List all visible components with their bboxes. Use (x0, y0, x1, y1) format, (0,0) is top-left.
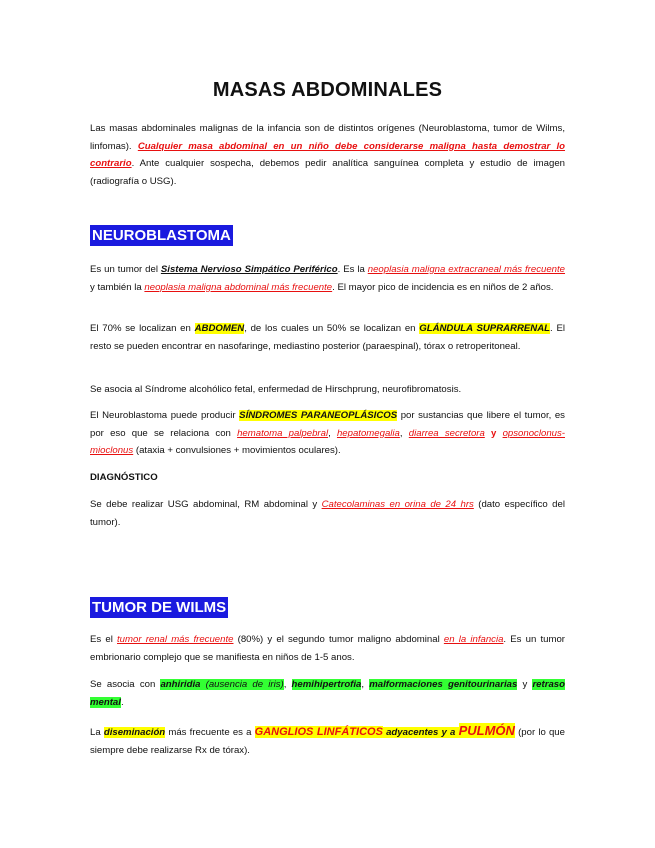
text: . El resto se pueden encontrar en nasofaringe, mediastino posterior (paraespinal), tórax o retroperitoneal. (90, 323, 565, 352)
emph-diarrea: diarrea secretora (408, 427, 485, 439)
text: y (484, 427, 503, 439)
glandula-highlight: GLÁNDULA SUPRARRENAL (419, 323, 551, 334)
emph-abdominal: neoplasia maligna abdominal más frecuente (144, 281, 333, 293)
diseminacion-highlight: diseminación (103, 727, 166, 738)
text: (80%) y el segundo tumor maligno abdominal (233, 634, 444, 645)
intro-paragraph (90, 120, 565, 190)
neuro-paragraph-2 (90, 320, 565, 355)
text: por sustancias que libere el tumor, es por eso que se relaciona con (90, 410, 565, 439)
emph-hepatomegalia: hepatomegalia (336, 427, 400, 439)
text: y también la (90, 281, 145, 293)
emph-opsonoclonus: opsonoclonus-mioclonus (90, 427, 565, 456)
retraso-highlight: retraso mental (90, 679, 565, 708)
text: y (517, 679, 533, 690)
sindromes-highlight: SÍNDROMES PARANEOPLÁSICOS (239, 410, 398, 421)
text: El Neuroblastoma puede producir (90, 410, 240, 421)
wilms-paragraph-3 (90, 722, 565, 759)
neuroblastoma-heading: NEUROBLASTOMA (92, 227, 231, 244)
neuro-paragraph-4 (90, 407, 565, 460)
emph-infancia: en la infancia (443, 634, 504, 645)
anhiridia-highlight: anhiridia (160, 679, 201, 690)
text: . El mayor pico de incidencia es en niños de 2 años. (332, 281, 554, 293)
text: Se asocia con (90, 679, 161, 690)
neuro-paragraph-1 (90, 261, 565, 296)
text: (ataxia + convulsiones + movimientos oculares). (133, 445, 341, 456)
intro-text: Las masas abdominales malignas de la infancia son de distintos orígenes (Neuroblastoma, tumor de Wilms, linfomas). (90, 123, 565, 152)
text: , (361, 679, 370, 690)
wilms-paragraph-2 (90, 676, 565, 711)
emph-hematoma: hematoma palpebral (237, 427, 329, 439)
text: más frecuente es a (165, 727, 255, 738)
diagnostico-heading: DIAGNÓSTICO (90, 472, 158, 483)
text: (dato específico del tumor). (90, 499, 565, 528)
malformaciones-highlight: malformaciones genitourinarias (369, 679, 518, 690)
text: La (90, 727, 104, 738)
iris-highlight: (ausencia de iris) (200, 679, 284, 690)
wilms-paragraph-1 (90, 631, 565, 666)
neuro-paragraph-3: Se asocia al Síndrome alcohólico fetal, enfermedad de Hirschprung, neurofibromatosis. (90, 384, 462, 395)
emph-catecolaminas: Catecolaminas en orina de 24 hrs (321, 499, 474, 510)
ganglios-highlight: GANGLIOS LINFÁTICOS (254, 726, 383, 738)
pulmon-highlight: PULMÓN (458, 723, 515, 738)
adyacentes-highlight: adyacentes y a (382, 727, 459, 738)
emph-tumor-renal: tumor renal más frecuente (117, 634, 234, 645)
page-title: MASAS ABDOMINALES (212, 79, 443, 101)
text: Se debe realizar USG abdominal, RM abdominal y (90, 499, 322, 510)
wilms-heading: TUMOR DE WILMS (92, 599, 227, 616)
text: . Es un tumor embrionario complejo que se manifiesta en niños de 1-5 anos. (90, 634, 565, 663)
text: (por lo que siempre debe realizarse Rx de tórax). (90, 727, 565, 756)
diagnostico-paragraph (90, 496, 565, 531)
text: El 70% se localizan en (90, 323, 195, 334)
text: . (120, 696, 124, 708)
text: , de los cuales un 50% se localizan en (244, 323, 420, 334)
intro-text-end: . Ante cualquier sospecha, debemos pedir analítica sanguínea completa y estudio de imagen (radiografía o USG). (90, 158, 565, 187)
text: , (399, 427, 409, 439)
snp-term: Sistema Nervioso Simpático Periférico (160, 264, 338, 275)
text: , (328, 427, 337, 439)
abdomen-highlight: ABDOMEN (194, 323, 245, 334)
text: . Es la (337, 264, 368, 275)
text: , (283, 679, 292, 690)
emph-extracraneal: neoplasia maligna extracraneal más frecuente (367, 264, 566, 275)
text: Es un tumor del (90, 264, 161, 275)
hemihipertrofia-highlight: hemihipertrofia (291, 679, 362, 690)
text: Es el (90, 634, 117, 645)
intro-emphasis: Cualquier masa abdominal en un niño debe considerarse maligna hasta demostrar lo contrario (90, 140, 566, 169)
